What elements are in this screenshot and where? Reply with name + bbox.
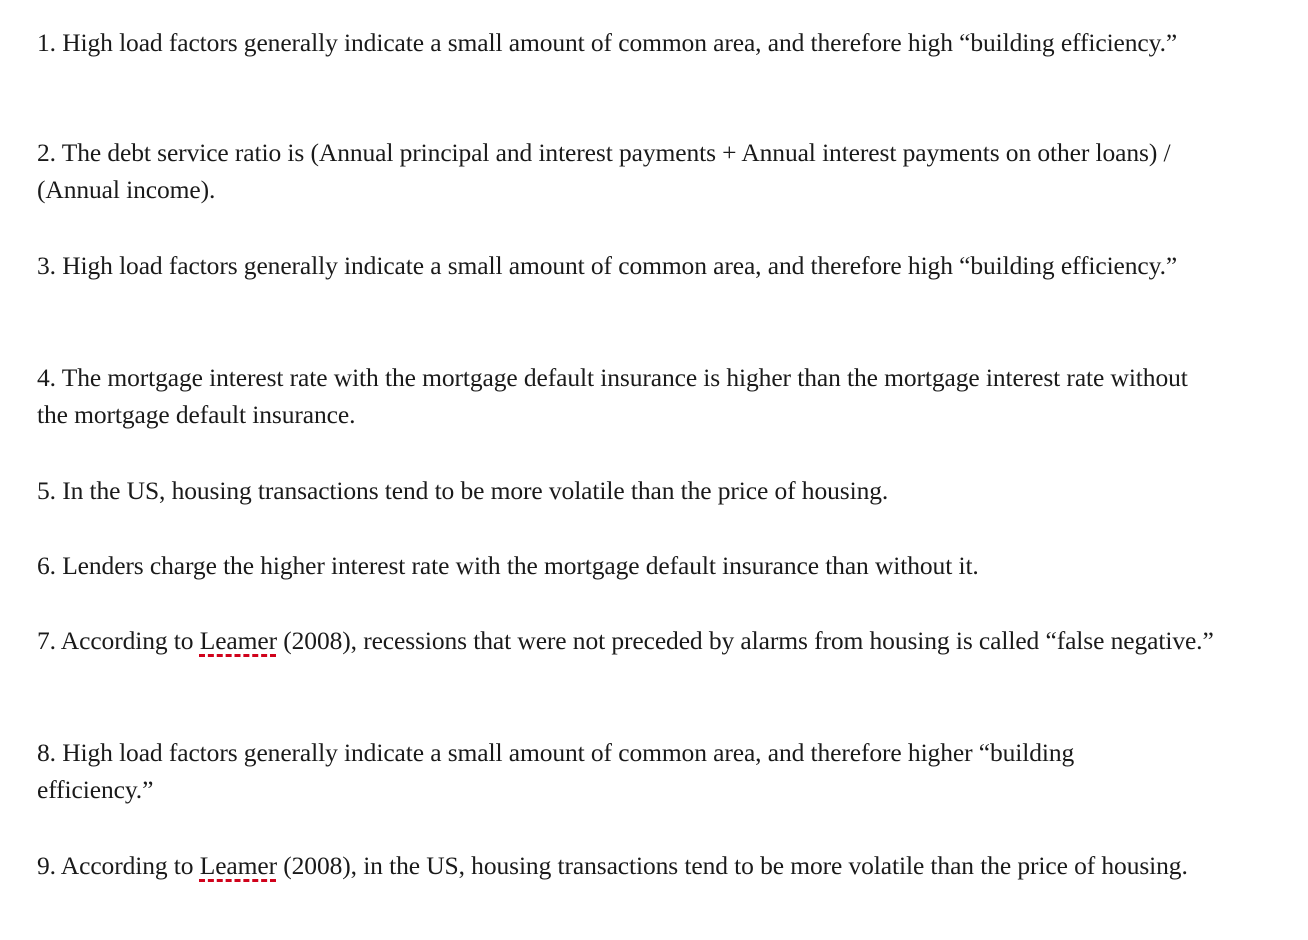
- statement-1: 1. High load factors generally indicate a small amount of common area, and therefore high “building efficiency.”: [37, 28, 1178, 57]
- statement-9-rest: (2008), in the US, housing transactions tend to be more volatile than the price of housing.: [276, 851, 1188, 880]
- statement-7-rest: (2008), recessions that were not preceded by alarms from housing is called “false negative.”: [276, 626, 1214, 655]
- spellcheck-flagged-word[interactable]: Leamer: [199, 626, 277, 655]
- statement-2: 2. The debt service ratio is (Annual principal and interest payments + Annual interest payments on other loans) / (Annual income).: [37, 138, 1171, 204]
- statement-7-lead: 7. According to: [37, 626, 200, 655]
- statement-5: 5. In the US, housing transactions tend to be more volatile than the price of housing.: [37, 476, 889, 505]
- statement-6: 6. Lenders charge the higher interest rate with the mortgage default insurance than without it.: [37, 551, 979, 580]
- statement-3: 3. High load factors generally indicate a small amount of common area, and therefore high “building efficiency.”: [37, 251, 1178, 280]
- statement-4: 4. The mortgage interest rate with the mortgage default insurance is higher than the mortgage interest rate without the mortgage default insurance.: [37, 363, 1188, 429]
- statement-9: [37, 847, 1212, 884]
- statement-7: [37, 622, 1217, 659]
- statement-8: 8. High load factors generally indicate a small amount of common area, and therefore higher “building efficiency.”: [37, 738, 1075, 804]
- spellcheck-flagged-word[interactable]: Leamer: [199, 851, 277, 880]
- statement-9-lead: 9. According to: [37, 851, 200, 880]
